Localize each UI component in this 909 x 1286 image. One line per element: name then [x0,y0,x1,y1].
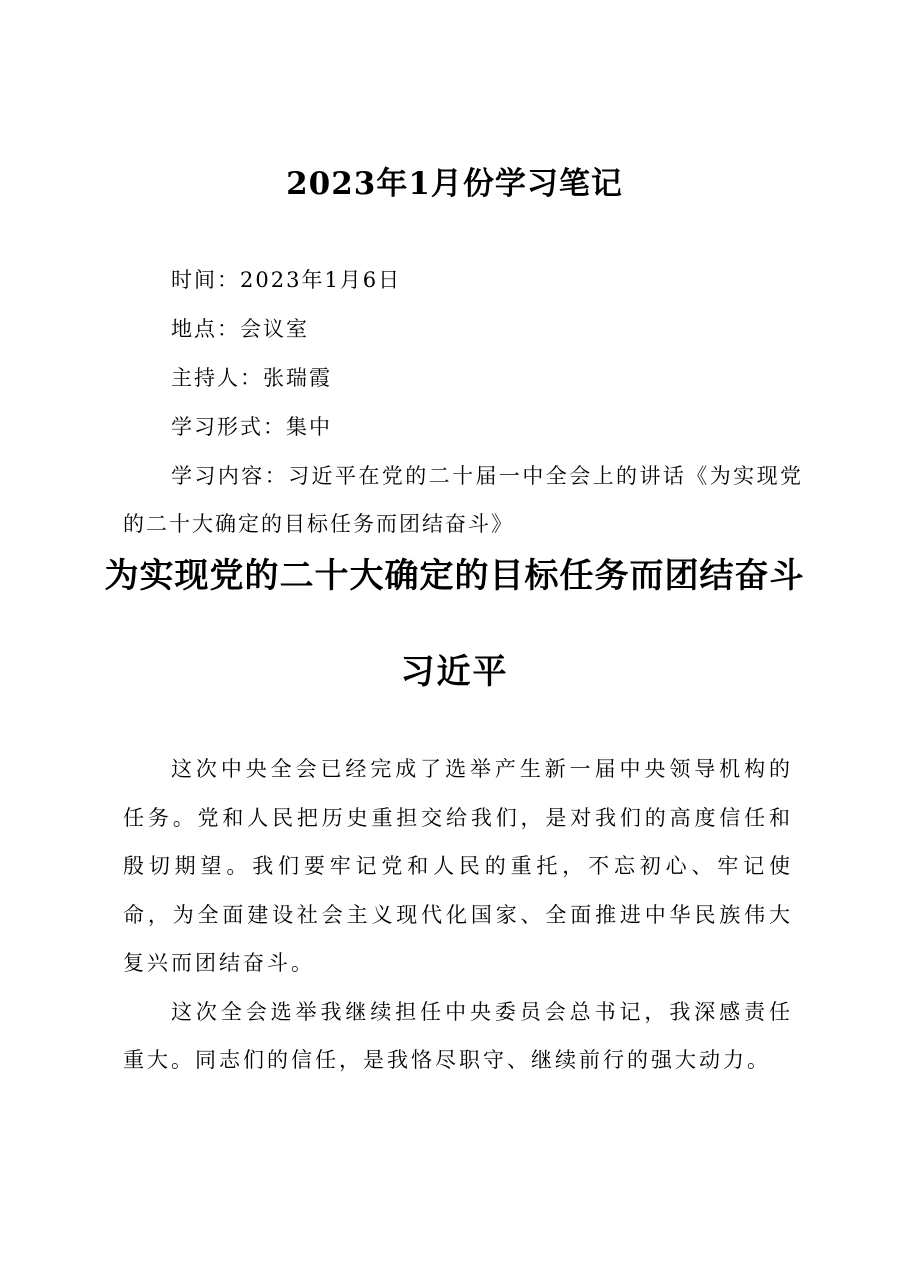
speech-author: 习近平 [400,652,509,692]
meeting-content: 学习内容：习近平在党的二十届一中全会上的讲话《为实现党的二十大确定的目标任务而团结奋斗》 [123,464,803,536]
speech-title: 为实现党的二十大确定的目标任务而团结奋斗 [104,556,805,596]
speech-body [123,745,793,1085]
meeting-time: 时间：2023年1月6日 [171,268,402,292]
speech-paragraph: 这次中央全会已经完成了选举产生新一届中央领导机构的任务。党和人民把历史重担交给我们，是对我们的高度信任和殷切期望。我们要牢记党和人民的重托，不忘初心、牢记使命，为全面建设社会主义现代化国家、全面推进中华民族伟大复兴而团结奋斗。 [123,757,793,975]
meeting-place: 地点：会议室 [171,317,309,341]
document-title: 2023年1月份学习笔记 [286,166,623,202]
meeting-info [123,256,803,548]
meeting-host: 主持人：张瑞霞 [171,366,332,390]
meeting-form: 学习形式：集中 [171,415,332,439]
speech-paragraph: 这次全会选举我继续担任中央委员会总书记，我深感责任重大。同志们的信任，是我恪尽职守、继续前行的强大动力。 [123,999,793,1072]
